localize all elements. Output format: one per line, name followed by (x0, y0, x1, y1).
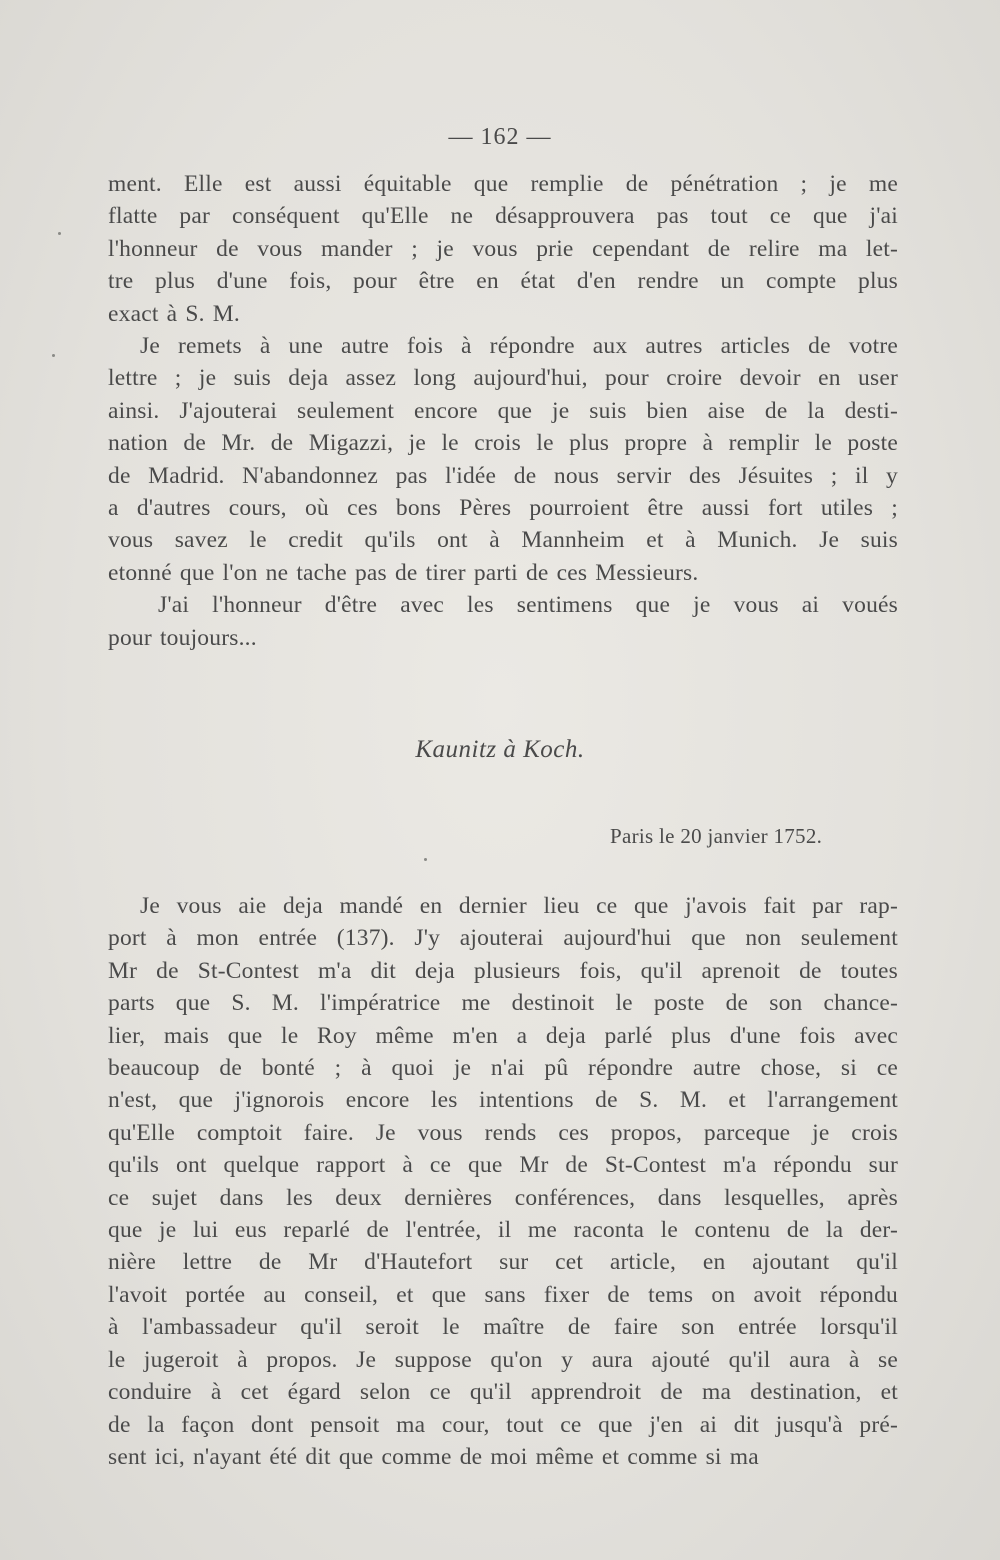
text-line: que je lui eus reparlé de l'entrée, il me raconta le contenu de la der- (108, 1217, 898, 1244)
text-line: J'ai l'honneur d'être avec les sentimens que je vous ai voués (158, 592, 898, 619)
text-line: exact à S. M. (108, 300, 240, 327)
text-line: Je vous aie deja mandé en dernier lieu ce que j'avois fait par rap- (140, 893, 898, 919)
paper-speck (52, 354, 55, 357)
text-line: lettre ; je suis deja assez long aujourd'hui, pour croire devoir en user (108, 365, 898, 392)
text-line: Mr de St-Contest m'a dit deja plusieurs fois, qu'il aprenoit de toutes (108, 957, 898, 984)
text-line: de la façon dont pensoit ma cour, tout ce que j'en ai dit jusqu'à pré- (108, 1411, 898, 1438)
text-line: flatte par conséquent qu'Elle ne désapprouvera pas tout ce que j'ai (108, 203, 898, 230)
text-line: le jugeroit à propos. Je suppose qu'on y aura ajouté qu'il aura à se (108, 1346, 898, 1373)
text-line: qu'ils ont quelque rapport à ce que Mr de St-Contest m'a répondu sur (108, 1152, 898, 1179)
paragraph-4 (108, 890, 898, 1473)
paragraph-2 (108, 330, 898, 589)
text-line: ce sujet dans les deux dernières conférences, dans lesquelles, après (108, 1184, 898, 1211)
paper-speck (424, 858, 427, 861)
text-line: tre plus d'une fois, pour être en état d'en rendre un compte plus (108, 268, 898, 295)
text-line: qu'Elle comptoit faire. Je vous rends ces propos, parceque je crois (108, 1119, 898, 1146)
paragraph-continuation (108, 168, 898, 654)
paragraph-3 (108, 589, 898, 654)
text-line: beaucoup de bonté ; à quoi je n'ai pû répondre autre chose, si ce (108, 1055, 898, 1082)
paper-speck (58, 232, 61, 235)
letter-body (108, 890, 898, 1473)
text-line: de Madrid. N'abandonnez pas l'idée de nous servir des Jésuites ; il y (108, 462, 898, 489)
text-line: n'est, que j'ignorois encore les intentions de S. M. et l'arrangement (108, 1087, 898, 1114)
text-line: ment. Elle est aussi équitable que remplie de pénétration ; je me (108, 171, 898, 197)
text-line: lier, mais que le Roy même m'en a deja parlé plus d'une fois avec (108, 1022, 898, 1049)
text-line: conduire à cet égard selon ce qu'il apprendroit de ma destination, et (108, 1379, 898, 1406)
text-line: vous savez le credit qu'ils ont à Mannheim et à Munich. Je suis (108, 527, 898, 554)
paragraph-1 (108, 168, 898, 330)
text-line: l'avoit portée au conseil, et que sans fixer de tems on avoit répondu (108, 1281, 898, 1308)
text-line: à l'ambassadeur qu'il seroit le maître de faire son entrée lorsqu'il (108, 1314, 898, 1341)
text-line: sent ici, n'ayant été dit que comme de moi même et comme si ma (108, 1443, 759, 1470)
text-line: nation de Mr. de Migazzi, je le crois le plus propre à remplir le poste (108, 430, 898, 457)
text-line: etonné que l'on ne tache pas de tirer parti de ces Messieurs. (108, 559, 699, 586)
text-line: pour toujours... (108, 624, 257, 651)
text-line: l'honneur de vous mander ; je vous prie cependant de relire ma let- (108, 235, 898, 262)
text-line: parts que S. M. l'impératrice me destinoit le poste de son chance- (108, 990, 898, 1017)
text-line: Je remets à une autre fois à répondre aux autres articles de votre (140, 333, 898, 360)
letter-dateline: Paris le 20 janvier 1752. (610, 824, 823, 848)
text-line: ainsi. J'ajouterai seulement encore que je suis bien aise de la desti- (108, 397, 898, 424)
page-number: — 162 — (448, 124, 552, 150)
text-line: port à mon entrée (137). J'y ajouterai aujourd'hui que non seulement (108, 925, 898, 952)
text-line: a d'autres cours, où ces bons Pères pourroient être aussi fort utiles ; (108, 495, 898, 522)
letter-heading: Kaunitz à Koch. (415, 736, 585, 763)
text-line: nière lettre de Mr d'Hautefort sur cet article, en ajoutant qu'il (108, 1249, 898, 1276)
